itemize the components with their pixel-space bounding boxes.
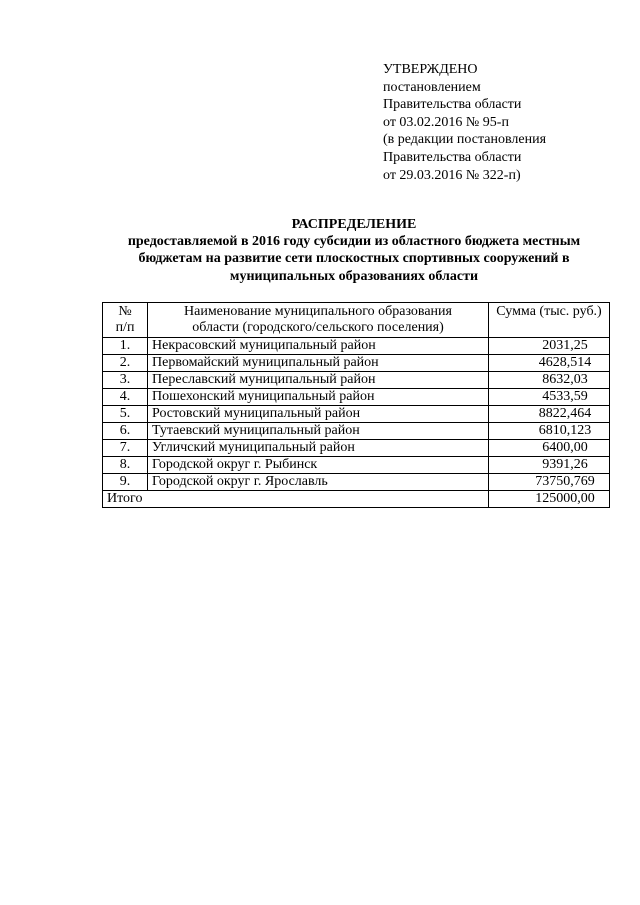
row-num: 6.: [103, 423, 148, 440]
table-row: [103, 406, 610, 423]
table-row: [103, 440, 610, 457]
document-heading: [0, 216, 640, 285]
header-sum: Сумма (тыс. руб.): [489, 303, 610, 338]
row-name: Некрасовский муниципальный район: [148, 338, 489, 355]
table-row: [103, 423, 610, 440]
row-num: 2.: [103, 355, 148, 372]
row-sum: 73750,769: [489, 474, 610, 491]
header-num-line: №: [118, 304, 132, 319]
row-name: Угличский муниципальный район: [148, 440, 489, 457]
row-num: 4.: [103, 389, 148, 406]
row-sum: 2031,25: [489, 338, 610, 355]
approval-line: УТВЕРЖДЕНО: [383, 62, 478, 77]
approval-line: Правительства области: [383, 149, 522, 165]
header-num: [103, 303, 148, 338]
header-name-line: области (городского/сельского поселения): [192, 320, 444, 335]
distribution-table: [102, 302, 610, 508]
row-name: Первомайский муниципальный район: [148, 355, 489, 372]
row-name: Тутаевский муниципальный район: [148, 423, 489, 440]
approval-line: постановлением: [383, 79, 481, 95]
header-name: [148, 303, 489, 338]
row-sum: 8822,464: [489, 406, 610, 423]
row-name: Ростовский муниципальный район: [148, 406, 489, 423]
table-row: [103, 389, 610, 406]
table-row: [103, 474, 610, 491]
row-name: Переславский муниципальный район: [148, 372, 489, 389]
row-sum: 9391,26: [489, 457, 610, 474]
approval-line: (в редакции постановления: [383, 132, 547, 148]
document-title: РАСПРЕДЕЛЕНИЕ: [291, 217, 417, 232]
row-sum: 6400,00: [489, 440, 610, 457]
total-row: [103, 491, 610, 508]
row-num: 5.: [103, 406, 148, 423]
approval-line: от 29.03.2016 № 322-п): [383, 167, 521, 183]
row-num: 7.: [103, 440, 148, 457]
row-name: Городской округ г. Рыбинск: [148, 457, 489, 474]
approval-line: Правительства области: [383, 97, 522, 113]
row-name: Пошехонский муниципальный район: [148, 389, 489, 406]
row-num: 3.: [103, 372, 148, 389]
table-row: [103, 355, 610, 372]
header-num-line: п/п: [115, 320, 135, 335]
table-row: [103, 372, 610, 389]
row-num: 9.: [103, 474, 148, 491]
table-row: [103, 338, 610, 355]
row-num: 8.: [103, 457, 148, 474]
approval-block: [383, 61, 546, 184]
row-name: Городской округ г. Ярославль: [148, 474, 489, 491]
document-subtitle-line: муниципальных образованиях области: [229, 268, 479, 284]
document-subtitle-line: предоставляемой в 2016 году субсидии из областного бюджета местным: [127, 234, 581, 250]
row-sum: 4628,514: [489, 355, 610, 372]
table-header-row: [103, 303, 610, 338]
row-num: 1.: [103, 338, 148, 355]
row-sum: 8632,03: [489, 372, 610, 389]
document-subtitle-line: бюджетам на развитие сети плоскостных спортивных сооружений в: [138, 251, 570, 267]
header-name-line: Наименование муниципального образования: [184, 304, 452, 319]
table-row: [103, 457, 610, 474]
row-sum: 4533,59: [489, 389, 610, 406]
total-sum: 125000,00: [489, 491, 610, 508]
row-sum: 6810,123: [489, 423, 610, 440]
total-label: Итого: [103, 491, 489, 508]
approval-line: от 03.02.2016 № 95-п: [383, 114, 509, 130]
